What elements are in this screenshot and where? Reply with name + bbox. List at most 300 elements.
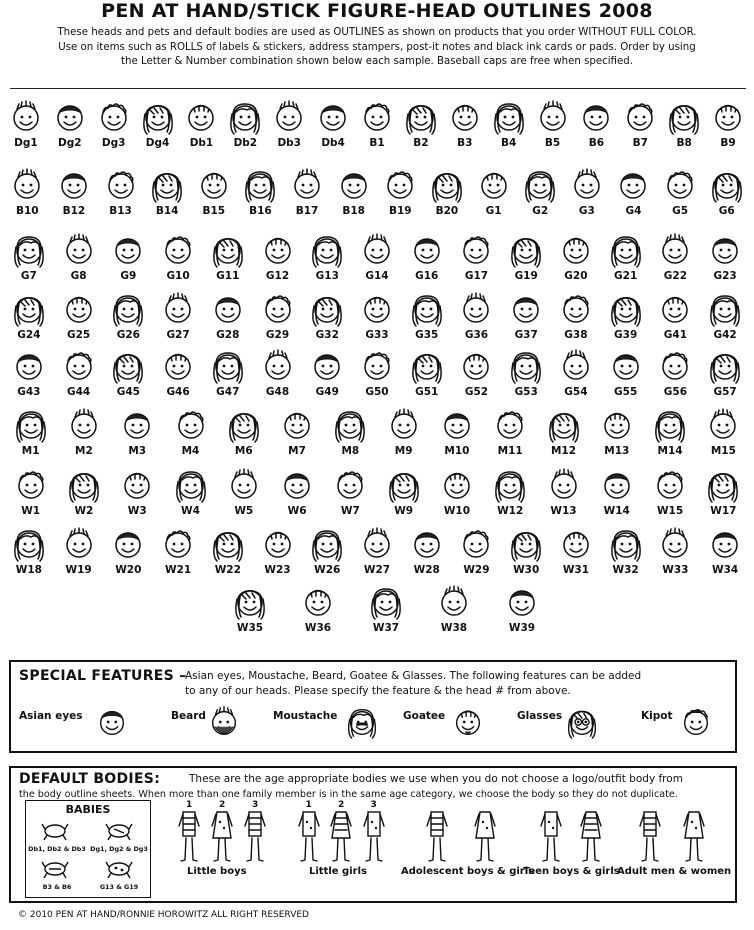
head-code: W27	[363, 564, 391, 576]
head-code: M1	[21, 445, 40, 457]
head-code: G28	[216, 329, 240, 341]
head-code: B15	[202, 205, 226, 217]
baby-body-icon	[104, 857, 134, 881]
head-code: M4	[181, 445, 200, 457]
head-sample	[203, 290, 253, 346]
head-sample	[302, 290, 352, 346]
head-outline-icon	[110, 347, 146, 385]
body-outline-icon	[330, 808, 352, 864]
head-sample	[601, 525, 651, 581]
head-outline-icon	[11, 347, 47, 385]
head-code: W38	[440, 622, 468, 634]
head-outline-icon	[332, 466, 368, 504]
default-bodies-line1: These are the age appropriate bodies we use when you do not choose a logo/outfit body from	[189, 773, 683, 785]
head-code: G16	[415, 270, 439, 282]
head-code: W19	[65, 564, 92, 576]
head-code: M6	[234, 445, 253, 457]
head-outline-icon	[260, 290, 296, 328]
head-sample	[700, 290, 750, 346]
babies-label: G13 & G19	[99, 883, 139, 891]
head-outline-icon	[13, 466, 49, 504]
head-outline-icon	[359, 98, 395, 136]
body-outline-icon	[639, 808, 661, 864]
head-sample	[592, 406, 642, 462]
head-code: G53	[514, 386, 538, 398]
head-outline-icon	[447, 98, 483, 136]
head-code: B1	[369, 137, 385, 149]
head-outline-icon	[279, 466, 315, 504]
head-code: G45	[116, 386, 140, 398]
head-outline-icon	[11, 290, 47, 328]
head-outline-icon	[160, 231, 196, 269]
special-features-line1: Asian eyes, Moustache, Beard, Goatee & Glasses. The following features can be added	[185, 670, 642, 682]
head-code: G47	[216, 386, 240, 398]
head-outline-icon	[61, 290, 97, 328]
head-code: W9	[394, 505, 414, 517]
head-code: Db2	[233, 137, 258, 149]
head-outline-icon	[707, 231, 743, 269]
head-grid	[0, 98, 754, 648]
head-outline-icon	[386, 406, 422, 444]
babies-label: Dg1, Dg2 & Dg3	[90, 845, 148, 853]
body-group	[401, 808, 535, 882]
head-code: M2	[75, 445, 93, 457]
head-outline-icon	[508, 347, 544, 385]
head-outline-icon	[271, 98, 307, 136]
head-outline-icon	[61, 347, 97, 385]
head-outline-icon	[652, 406, 688, 444]
head-code: B19	[389, 205, 412, 217]
head-outline-icon	[657, 290, 693, 328]
head-sample	[645, 406, 695, 462]
head-code: M11	[497, 445, 523, 457]
head-sample	[451, 347, 501, 403]
head-code: G27	[166, 329, 190, 341]
head-code: M3	[128, 445, 147, 457]
head-sample	[485, 466, 535, 522]
head-sample	[103, 525, 153, 581]
default-bodies-line2: the body outline sheets. When more than one family member is in the same age category, we choose the body so they do not duplicate.	[19, 789, 678, 800]
head-outline-icon	[458, 231, 494, 269]
head-code: G7	[20, 270, 37, 282]
head-outline-icon	[608, 525, 644, 563]
head-code: B10	[16, 205, 39, 217]
head-sample	[153, 525, 203, 581]
head-code: Dg3	[101, 137, 126, 149]
head-code: G36	[464, 329, 489, 341]
head-code: G8	[70, 270, 87, 282]
head-code: B14	[155, 205, 179, 217]
intro-line: These heads and pets and default bodies are used as OUTLINES as shown on products that you order WITHOUT FULL COLOR.	[57, 27, 697, 38]
default-bodies-heading: DEFAULT BODIES:	[19, 771, 161, 787]
intro-line: Use on items such as ROLLS of labels & stickers, address stampers, post-it notes and black ink cards or pads. Order by using	[58, 41, 696, 53]
head-sample	[551, 525, 601, 581]
head-sample	[352, 290, 402, 346]
head-code: G39	[614, 329, 638, 341]
head-sample	[203, 347, 253, 403]
head-sample	[432, 466, 482, 522]
head-sample	[429, 583, 479, 639]
head-code: G17	[464, 270, 489, 282]
feature-head-icon	[345, 704, 379, 740]
head-code: W28	[413, 564, 440, 576]
babies-heading: BABIES	[65, 803, 111, 816]
head-code: G24	[17, 329, 41, 341]
head-sample	[485, 406, 535, 462]
head-code: B17	[295, 205, 319, 217]
head-sample	[54, 347, 104, 403]
head-sample	[59, 406, 109, 462]
head-code: M13	[604, 445, 630, 457]
head-outline-icon	[183, 98, 219, 136]
head-code: G51	[415, 386, 439, 398]
head-code: W10	[443, 505, 471, 517]
head-outline-icon	[9, 166, 45, 204]
head-outline-icon	[710, 98, 746, 136]
head-code: W6	[287, 505, 307, 517]
head-outline-icon	[578, 98, 614, 136]
head-sample	[379, 466, 429, 522]
head-code: G46	[166, 386, 190, 398]
head-code: W37	[372, 622, 400, 634]
head-code: G38	[564, 329, 588, 341]
head-outline-icon	[11, 525, 47, 563]
head-outline-icon	[8, 98, 44, 136]
head-outline-icon	[173, 466, 209, 504]
head-outline-icon	[173, 406, 209, 444]
body-outline-icon	[580, 808, 602, 864]
head-sample	[112, 466, 162, 522]
head-code: W26	[314, 564, 341, 576]
head-outline-icon	[309, 525, 345, 563]
head-code: W4	[181, 505, 200, 517]
special-features-line2: to any of our heads. Please specify the feature & the head # from above.	[185, 685, 571, 697]
head-sample	[166, 466, 216, 522]
head-sample	[501, 231, 551, 287]
head-sample	[539, 466, 589, 522]
special-features-box	[9, 660, 737, 753]
head-code: Dg1	[14, 137, 38, 149]
head-outline-icon	[546, 466, 582, 504]
head-outline-icon	[558, 347, 594, 385]
head-outline-icon	[13, 406, 49, 444]
intro-text	[12, 26, 742, 70]
head-sample	[103, 231, 153, 287]
head-code: W36	[304, 622, 332, 634]
copyright-footer: © 2010 PEN AT HAND/RONNIE HOROWITZ ALL RIGHT RESERVED	[18, 910, 309, 920]
head-sample	[103, 347, 153, 403]
head-outline-icon	[110, 525, 146, 563]
head-outline-icon	[119, 406, 155, 444]
head-outline-icon	[260, 525, 296, 563]
head-code: M15	[710, 445, 736, 457]
babies-label: Db1, Db2 & Db3	[28, 845, 86, 853]
head-outline-icon	[403, 98, 439, 136]
head-outline-icon	[160, 525, 196, 563]
head-code: M12	[550, 445, 577, 457]
body-outline-icon	[426, 808, 448, 864]
head-code: W23	[264, 564, 291, 576]
body-number: 1	[305, 800, 312, 810]
head-outline-icon	[666, 98, 702, 136]
head-outline-icon	[569, 166, 605, 204]
head-outline-icon	[359, 347, 395, 385]
babies-panel	[25, 800, 151, 898]
head-outline-icon	[11, 231, 47, 269]
head-sample	[601, 347, 651, 403]
body-outline-icon	[363, 808, 385, 864]
head-sample	[253, 290, 303, 346]
head-outline-icon	[61, 231, 97, 269]
head-sample	[253, 525, 303, 581]
head-sample	[54, 290, 104, 346]
head-outline-icon	[140, 98, 176, 136]
head-outline-icon	[66, 466, 102, 504]
head-sample	[203, 231, 253, 287]
special-features-heading: SPECIAL FEATURES –	[19, 668, 187, 684]
head-code: G11	[216, 270, 240, 282]
head-outline-icon	[359, 525, 395, 563]
head-outline-icon	[52, 98, 88, 136]
head-outline-icon	[522, 166, 558, 204]
head-code: W35	[236, 622, 264, 634]
head-code: W39	[508, 622, 536, 634]
feature-label: Beard	[171, 710, 206, 722]
body-group-label: Adolescent boys & girls	[401, 866, 535, 877]
head-sample	[700, 347, 750, 403]
head-outline-icon	[608, 347, 644, 385]
body-group-label: Teen boys & girls	[523, 866, 620, 877]
head-sample	[325, 406, 375, 462]
head-code: W30	[513, 564, 540, 576]
head-code: G2	[532, 205, 549, 217]
head-outline-icon	[232, 583, 268, 621]
body-outline-icon	[540, 808, 562, 864]
head-code: B12	[62, 205, 86, 217]
head-sample	[4, 290, 54, 346]
head-outline-icon	[260, 347, 296, 385]
head-sample	[698, 406, 748, 462]
head-sample	[700, 231, 750, 287]
head-outline-icon	[508, 231, 544, 269]
head-code: W21	[164, 564, 192, 576]
head-outline-icon	[608, 290, 644, 328]
head-sample	[539, 406, 589, 462]
body-group	[167, 800, 277, 882]
head-outline-icon	[160, 347, 196, 385]
head-sample	[432, 406, 482, 462]
head-outline-icon	[160, 290, 196, 328]
body-outline-icon	[211, 808, 233, 864]
head-code: W34	[712, 564, 739, 576]
head-outline-icon	[458, 290, 494, 328]
head-code: G22	[663, 270, 687, 282]
head-outline-icon	[657, 231, 693, 269]
head-sample	[325, 466, 375, 522]
baby-body-icon	[40, 819, 70, 843]
head-outline-icon	[96, 98, 132, 136]
head-sample	[59, 466, 109, 522]
head-sample	[402, 231, 452, 287]
head-code: M14	[657, 445, 683, 457]
head-sample	[645, 466, 695, 522]
head-sample	[4, 347, 54, 403]
head-code: G4	[625, 205, 642, 217]
body-group	[287, 800, 395, 882]
head-outline-icon	[309, 290, 345, 328]
body-group-label: Little girls	[309, 866, 367, 877]
head-code: G13	[315, 270, 339, 282]
head-outline-icon	[705, 406, 741, 444]
feature-label: Kipot	[641, 710, 673, 722]
head-code: G44	[66, 386, 91, 398]
head-sample	[225, 583, 275, 639]
head-outline-icon	[359, 290, 395, 328]
head-outline-icon	[61, 525, 97, 563]
head-outline-icon	[56, 166, 92, 204]
head-outline-icon	[227, 98, 263, 136]
head-sample	[501, 525, 551, 581]
head-sample	[253, 231, 303, 287]
head-sample	[153, 231, 203, 287]
head-code: W12	[497, 505, 524, 517]
head-sample	[302, 231, 352, 287]
head-outline-icon	[662, 166, 698, 204]
head-sample	[551, 231, 601, 287]
body-outline-icon	[178, 808, 200, 864]
babies-label: B3 & B6	[42, 883, 72, 891]
head-outline-icon	[707, 347, 743, 385]
head-outline-icon	[622, 98, 658, 136]
head-code: Db3	[277, 137, 301, 149]
head-code: B7	[632, 137, 648, 149]
head-outline-icon	[508, 525, 544, 563]
head-code: G33	[365, 329, 389, 341]
head-outline-icon	[210, 290, 246, 328]
head-code: B18	[342, 205, 365, 217]
head-code: G10	[166, 270, 190, 282]
body-group-label: Adult men & women	[617, 866, 732, 877]
head-code: G32	[315, 329, 339, 341]
head-sample	[650, 290, 700, 346]
head-sample	[293, 583, 343, 639]
head-outline-icon	[309, 231, 345, 269]
page-title: PEN AT HAND/STICK FIGURE-HEAD OUTLINES 2008	[101, 0, 653, 22]
head-outline-icon	[599, 466, 635, 504]
head-code: G26	[116, 329, 140, 341]
head-code: M7	[288, 445, 306, 457]
head-code: G48	[265, 386, 290, 398]
head-code: W33	[662, 564, 689, 576]
head-code: W13	[550, 505, 577, 517]
head-outline-icon	[110, 231, 146, 269]
head-code: G12	[265, 270, 290, 282]
head-sample	[592, 466, 642, 522]
head-outline-icon	[103, 166, 139, 204]
feature-label: Asian eyes	[19, 710, 83, 722]
head-outline-icon	[289, 166, 325, 204]
head-code: Dg2	[58, 137, 82, 149]
head-code: B4	[500, 137, 517, 149]
head-outline-icon	[458, 525, 494, 563]
head-sample	[650, 231, 700, 287]
head-outline-icon	[260, 231, 296, 269]
head-outline-icon	[386, 466, 422, 504]
feature-label: Moustache	[273, 710, 338, 722]
head-sample	[153, 347, 203, 403]
head-code: G35	[415, 329, 439, 341]
head-sample	[302, 525, 352, 581]
head-code: G20	[564, 270, 588, 282]
head-sample	[601, 290, 651, 346]
head-code: G37	[514, 329, 538, 341]
head-code: G14	[365, 270, 389, 282]
head-code: Db4	[321, 137, 345, 149]
head-outline-icon	[210, 525, 246, 563]
head-outline-icon	[226, 406, 262, 444]
head-code: G21	[614, 270, 638, 282]
head-outline-icon	[300, 583, 336, 621]
head-code: W31	[562, 564, 590, 576]
head-outline-icon	[336, 166, 372, 204]
head-code: B9	[720, 137, 736, 149]
head-outline-icon	[110, 290, 146, 328]
head-code: B5	[544, 137, 561, 149]
head-code: G49	[315, 386, 339, 398]
head-sample	[352, 231, 402, 287]
head-outline-icon	[709, 166, 745, 204]
head-code: B2	[413, 137, 429, 149]
head-code: W5	[234, 505, 254, 517]
head-sample	[402, 290, 452, 346]
head-sample	[54, 231, 104, 287]
head-sample	[551, 347, 601, 403]
head-outline-icon	[558, 290, 594, 328]
head-outline-icon	[242, 166, 278, 204]
head-outline-icon	[436, 583, 472, 621]
head-sample	[54, 525, 104, 581]
head-code: G55	[614, 386, 638, 398]
feature-head-icon	[565, 704, 599, 740]
head-code: W1	[21, 505, 41, 517]
head-sample	[103, 290, 153, 346]
head-outline-icon	[409, 231, 445, 269]
head-code: Db1	[189, 137, 214, 149]
head-sample	[302, 347, 352, 403]
head-sample	[352, 347, 402, 403]
head-sample	[698, 466, 748, 522]
head-code: G19	[514, 270, 538, 282]
head-code: W32	[612, 564, 639, 576]
head-outline-icon	[210, 231, 246, 269]
head-outline-icon	[491, 98, 527, 136]
head-outline-icon	[535, 98, 571, 136]
feature-head-icon	[95, 704, 129, 740]
head-sample	[153, 290, 203, 346]
head-outline-icon	[439, 406, 475, 444]
head-code: W3	[127, 505, 147, 517]
head-sample	[703, 98, 753, 154]
head-outline-icon	[66, 406, 102, 444]
head-outline-icon	[558, 525, 594, 563]
head-outline-icon	[476, 166, 512, 204]
head-code: G54	[564, 386, 588, 398]
head-outline-icon	[210, 347, 246, 385]
body-number: 3	[370, 800, 377, 810]
head-outline-icon	[429, 166, 465, 204]
head-outline-icon	[608, 231, 644, 269]
head-sample	[451, 231, 501, 287]
